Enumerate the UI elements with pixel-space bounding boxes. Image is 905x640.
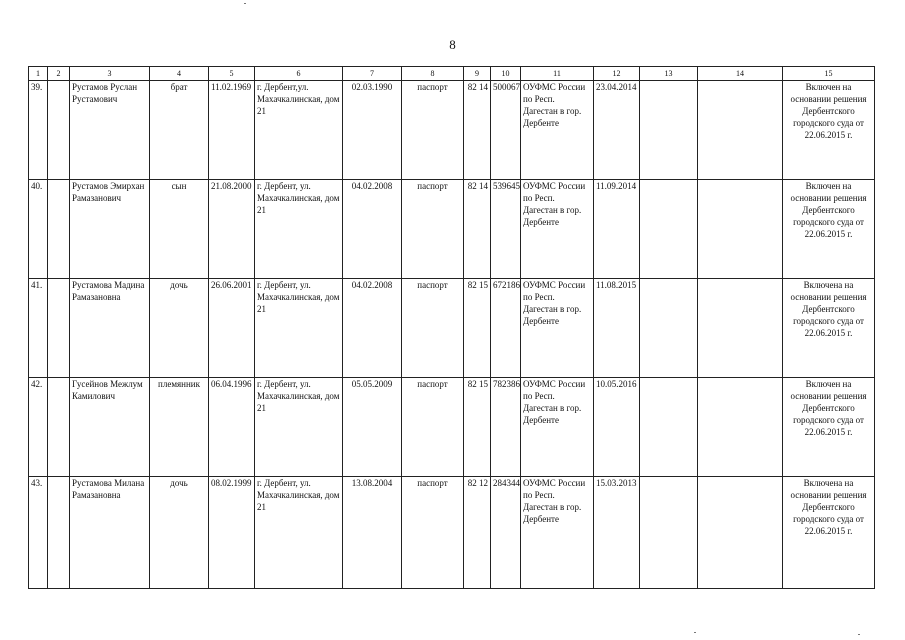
document-type: паспорт [402, 279, 464, 378]
column-header-11: 11 [521, 67, 594, 81]
relation: брат [150, 81, 209, 180]
col-13-cell [640, 180, 698, 279]
col-13-cell [640, 378, 698, 477]
issue-date: 23.04.2014 [594, 81, 640, 180]
registration-date: 04.02.2008 [343, 180, 402, 279]
issue-date: 15.03.2013 [594, 477, 640, 589]
birth-date: 08.02.1999 [209, 477, 255, 589]
full-name: Гусейнов Межлум Камилович [70, 378, 150, 477]
birth-date: 21.08.2000 [209, 180, 255, 279]
note: Включена на основании решения Дербентского городского суда от 22.06.2015 г. [783, 477, 875, 589]
relation: сын [150, 180, 209, 279]
col-14-cell [698, 279, 783, 378]
passport-series: 82 15 [464, 378, 491, 477]
note: Включен на основании решения Дербентского городского суда от 22.06.2015 г. [783, 180, 875, 279]
row-number: 41. [29, 279, 48, 378]
passport-series: 82 14 [464, 81, 491, 180]
row-number: 39. [29, 81, 48, 180]
residents-table [28, 66, 875, 589]
col-13-cell [640, 279, 698, 378]
row-number: 42. [29, 378, 48, 477]
note: Включен на основании решения Дербентского городского суда от 22.06.2015 г. [783, 81, 875, 180]
col-14-cell [698, 180, 783, 279]
birth-date: 06.04.1996 [209, 378, 255, 477]
passport-number: 500067 [491, 81, 521, 180]
issuing-authority: ОУФМС России по Респ. Дагестан в гор. Дербенте [521, 180, 594, 279]
scan-speck [694, 632, 696, 633]
scan-speck [858, 634, 860, 635]
issue-date: 10.05.2016 [594, 378, 640, 477]
column-header-5: 5 [209, 67, 255, 81]
address: г. Дербент, ул. Махачкалинская, дом 21 [255, 378, 343, 477]
col-2-cell [48, 180, 70, 279]
issuing-authority: ОУФМС России по Респ. Дагестан в гор. Дербенте [521, 279, 594, 378]
relation: племянник [150, 378, 209, 477]
birth-date: 26.06.2001 [209, 279, 255, 378]
note: Включена на основании решения Дербентского городского суда от 22.06.2015 г. [783, 279, 875, 378]
column-header-2: 2 [48, 67, 70, 81]
col-2-cell [48, 378, 70, 477]
document-type: паспорт [402, 477, 464, 589]
column-header-13: 13 [640, 67, 698, 81]
column-header-15: 15 [783, 67, 875, 81]
registration-date: 02.03.1990 [343, 81, 402, 180]
row-number: 43. [29, 477, 48, 589]
page-number: 8 [449, 37, 456, 52]
full-name: Рустамова Милана Рамазановна [70, 477, 150, 589]
issuing-authority: ОУФМС России по Респ. Дагестан в гор. Дербенте [521, 81, 594, 180]
document-type: паспорт [402, 81, 464, 180]
issue-date: 11.09.2014 [594, 180, 640, 279]
relation: дочь [150, 279, 209, 378]
col-13-cell [640, 81, 698, 180]
address: г. Дербент, ул. Махачкалинская, дом 21 [255, 279, 343, 378]
address: г. Дербент, ул. Махачкалинская, дом 21 [255, 180, 343, 279]
address: г. Дербент,ул. Махачкалинская, дом 21 [255, 81, 343, 180]
issuing-authority: ОУФМС России по Респ. Дагестан в гор. Дербенте [521, 477, 594, 589]
passport-number: 672186 [491, 279, 521, 378]
table-row [29, 180, 875, 279]
full-name: Рустамов Эмирхан Рамазанович [70, 180, 150, 279]
note: Включен на основании решения Дербентского городского суда от 22.06.2015 г. [783, 378, 875, 477]
address: г. Дербент, ул. Махачкалинская, дом 21 [255, 477, 343, 589]
header-row [29, 67, 875, 81]
col-14-cell [698, 81, 783, 180]
full-name: Рустамова Мадина Рамазановна [70, 279, 150, 378]
column-header-3: 3 [70, 67, 150, 81]
column-header-14: 14 [698, 67, 783, 81]
birth-date: 11.02.1969 [209, 81, 255, 180]
issue-date: 11.08.2015 [594, 279, 640, 378]
passport-number: 539645 [491, 180, 521, 279]
table-row [29, 477, 875, 589]
col-14-cell [698, 477, 783, 589]
full-name: Рустамов Руслан Рустамович [70, 81, 150, 180]
passport-number: 782386 [491, 378, 521, 477]
passport-number: 284344 [491, 477, 521, 589]
column-header-8: 8 [402, 67, 464, 81]
table-row [29, 378, 875, 477]
col-2-cell [48, 81, 70, 180]
passport-series: 82 15 [464, 279, 491, 378]
col-2-cell [48, 477, 70, 589]
passport-series: 82 12 [464, 477, 491, 589]
col-14-cell [698, 378, 783, 477]
document-type: паспорт [402, 180, 464, 279]
document-type: паспорт [402, 378, 464, 477]
column-header-9: 9 [464, 67, 491, 81]
table-row [29, 81, 875, 180]
relation: дочь [150, 477, 209, 589]
passport-series: 82 14 [464, 180, 491, 279]
registration-date: 13.08.2004 [343, 477, 402, 589]
issuing-authority: ОУФМС России по Респ. Дагестан в гор. Дербенте [521, 378, 594, 477]
column-header-6: 6 [255, 67, 343, 81]
registration-date: 04.02.2008 [343, 279, 402, 378]
column-header-12: 12 [594, 67, 640, 81]
col-2-cell [48, 279, 70, 378]
column-header-4: 4 [150, 67, 209, 81]
column-header-7: 7 [343, 67, 402, 81]
column-header-1: 1 [29, 67, 48, 81]
table-row [29, 279, 875, 378]
table-body [29, 81, 875, 589]
registration-date: 05.05.2009 [343, 378, 402, 477]
scan-speck [244, 3, 246, 4]
column-header-10: 10 [491, 67, 521, 81]
col-13-cell [640, 477, 698, 589]
row-number: 40. [29, 180, 48, 279]
